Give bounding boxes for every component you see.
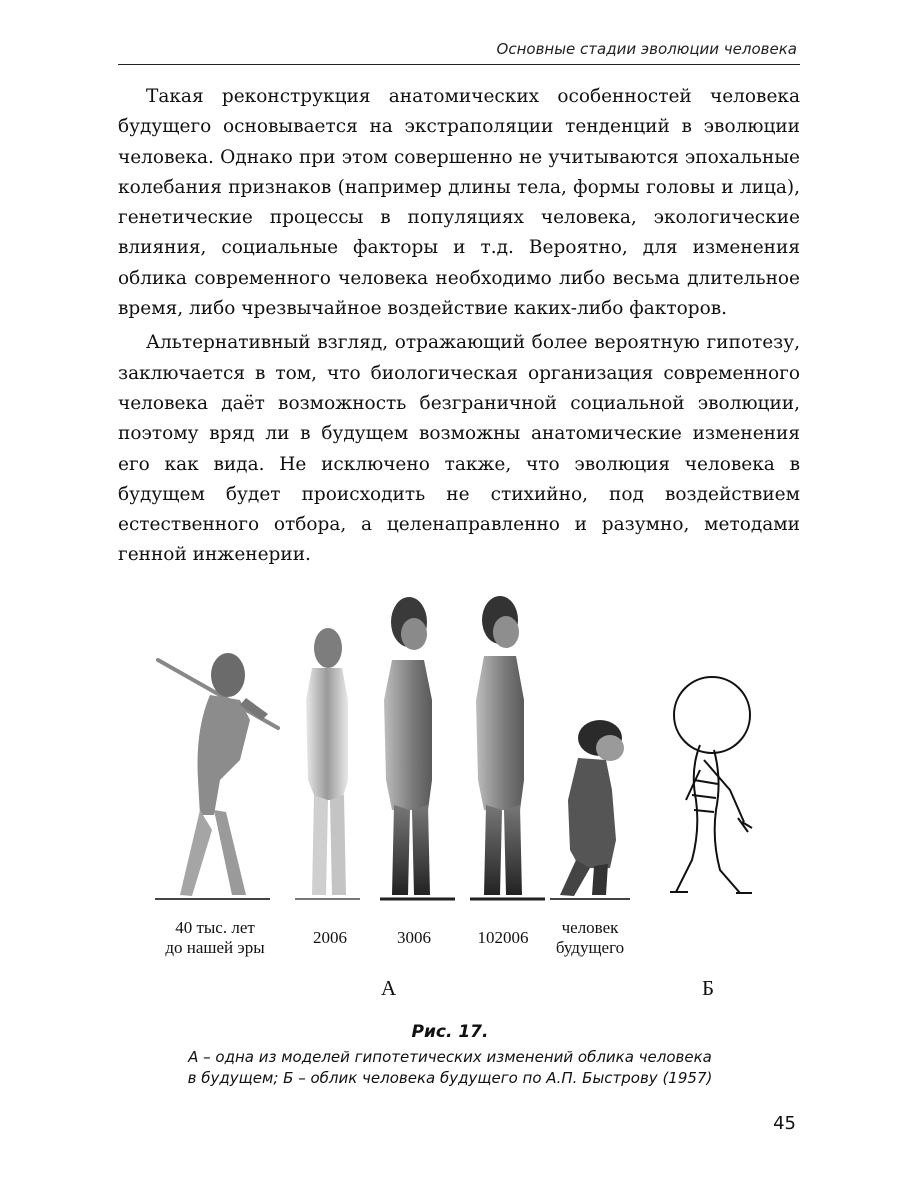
figure-future-human (560, 720, 624, 896)
figure-bystrov-future-human (670, 677, 752, 893)
page-number: 45 (773, 1113, 796, 1134)
body-text (118, 82, 800, 571)
figure-caption-title: Рис. 17. (411, 1022, 489, 1042)
figure-caption-text (100, 1047, 800, 1089)
paragraph-2: Альтернативный взгляд, отражающий более вероятную гипотезу, заключается в том, что биологическая организация современного человека даёт возможность безграничной социальной эволюции, поэтому вряд ли в будущем возможны анатомические изменения его как вида. Не исключено также, что эволюция человека в будущем будет происходить не стихийно, под воздействием естественного отбора, а целенаправленно и разумно, методами генной инженерии. (118, 332, 800, 566)
panel-label-a: А (381, 976, 397, 1000)
stage-label-40k-bc (145, 918, 285, 958)
stage-label-102006: 102006 (477, 928, 529, 947)
header-rule (118, 64, 800, 65)
figure-caption-line-2: в будущем; Б – облик человека будущего по А.П. Быстрову (1957) (187, 1069, 713, 1087)
stage-label-future-line1: человек (561, 918, 619, 937)
figure-102006 (476, 596, 524, 895)
evolution-figure (0, 580, 900, 910)
paragraph-1: Такая реконструкция анатомических особенностей человека будущего основывается на экстраполяции тенденций в эволюции человека. Однако при этом совершенно не учитываются эпохальные колебания признаков (например длины тела, формы головы и лица), генетические процессы в популяциях человека, экологические влияния, социальные факторы и т.д. Вероятно, для изменения облика современного человека необходимо либо весьма длительное время, либо чрезвычайное воздействие каких-либо факторов. (118, 86, 800, 320)
figure-3006 (384, 597, 432, 895)
stage-label-2006: 2006 (313, 928, 347, 947)
running-head-title: Основные стадии эволюции человека (496, 40, 797, 58)
stage-label-40k-bc-line1: 40 тыс. лет (175, 918, 255, 937)
figure-primitive-human (158, 653, 278, 896)
figure-caption-line-1: А – одна из моделей гипотетических изменений облика человека (188, 1048, 712, 1066)
stage-label-40k-bc-line2: до нашей эры (165, 938, 265, 957)
panel-label-b: Б (702, 976, 715, 1000)
stage-label-3006: 3006 (397, 928, 431, 947)
figure-2006 (306, 628, 348, 895)
stage-label-future-line2: будущего (555, 938, 625, 957)
stage-label-future-human (540, 918, 640, 958)
